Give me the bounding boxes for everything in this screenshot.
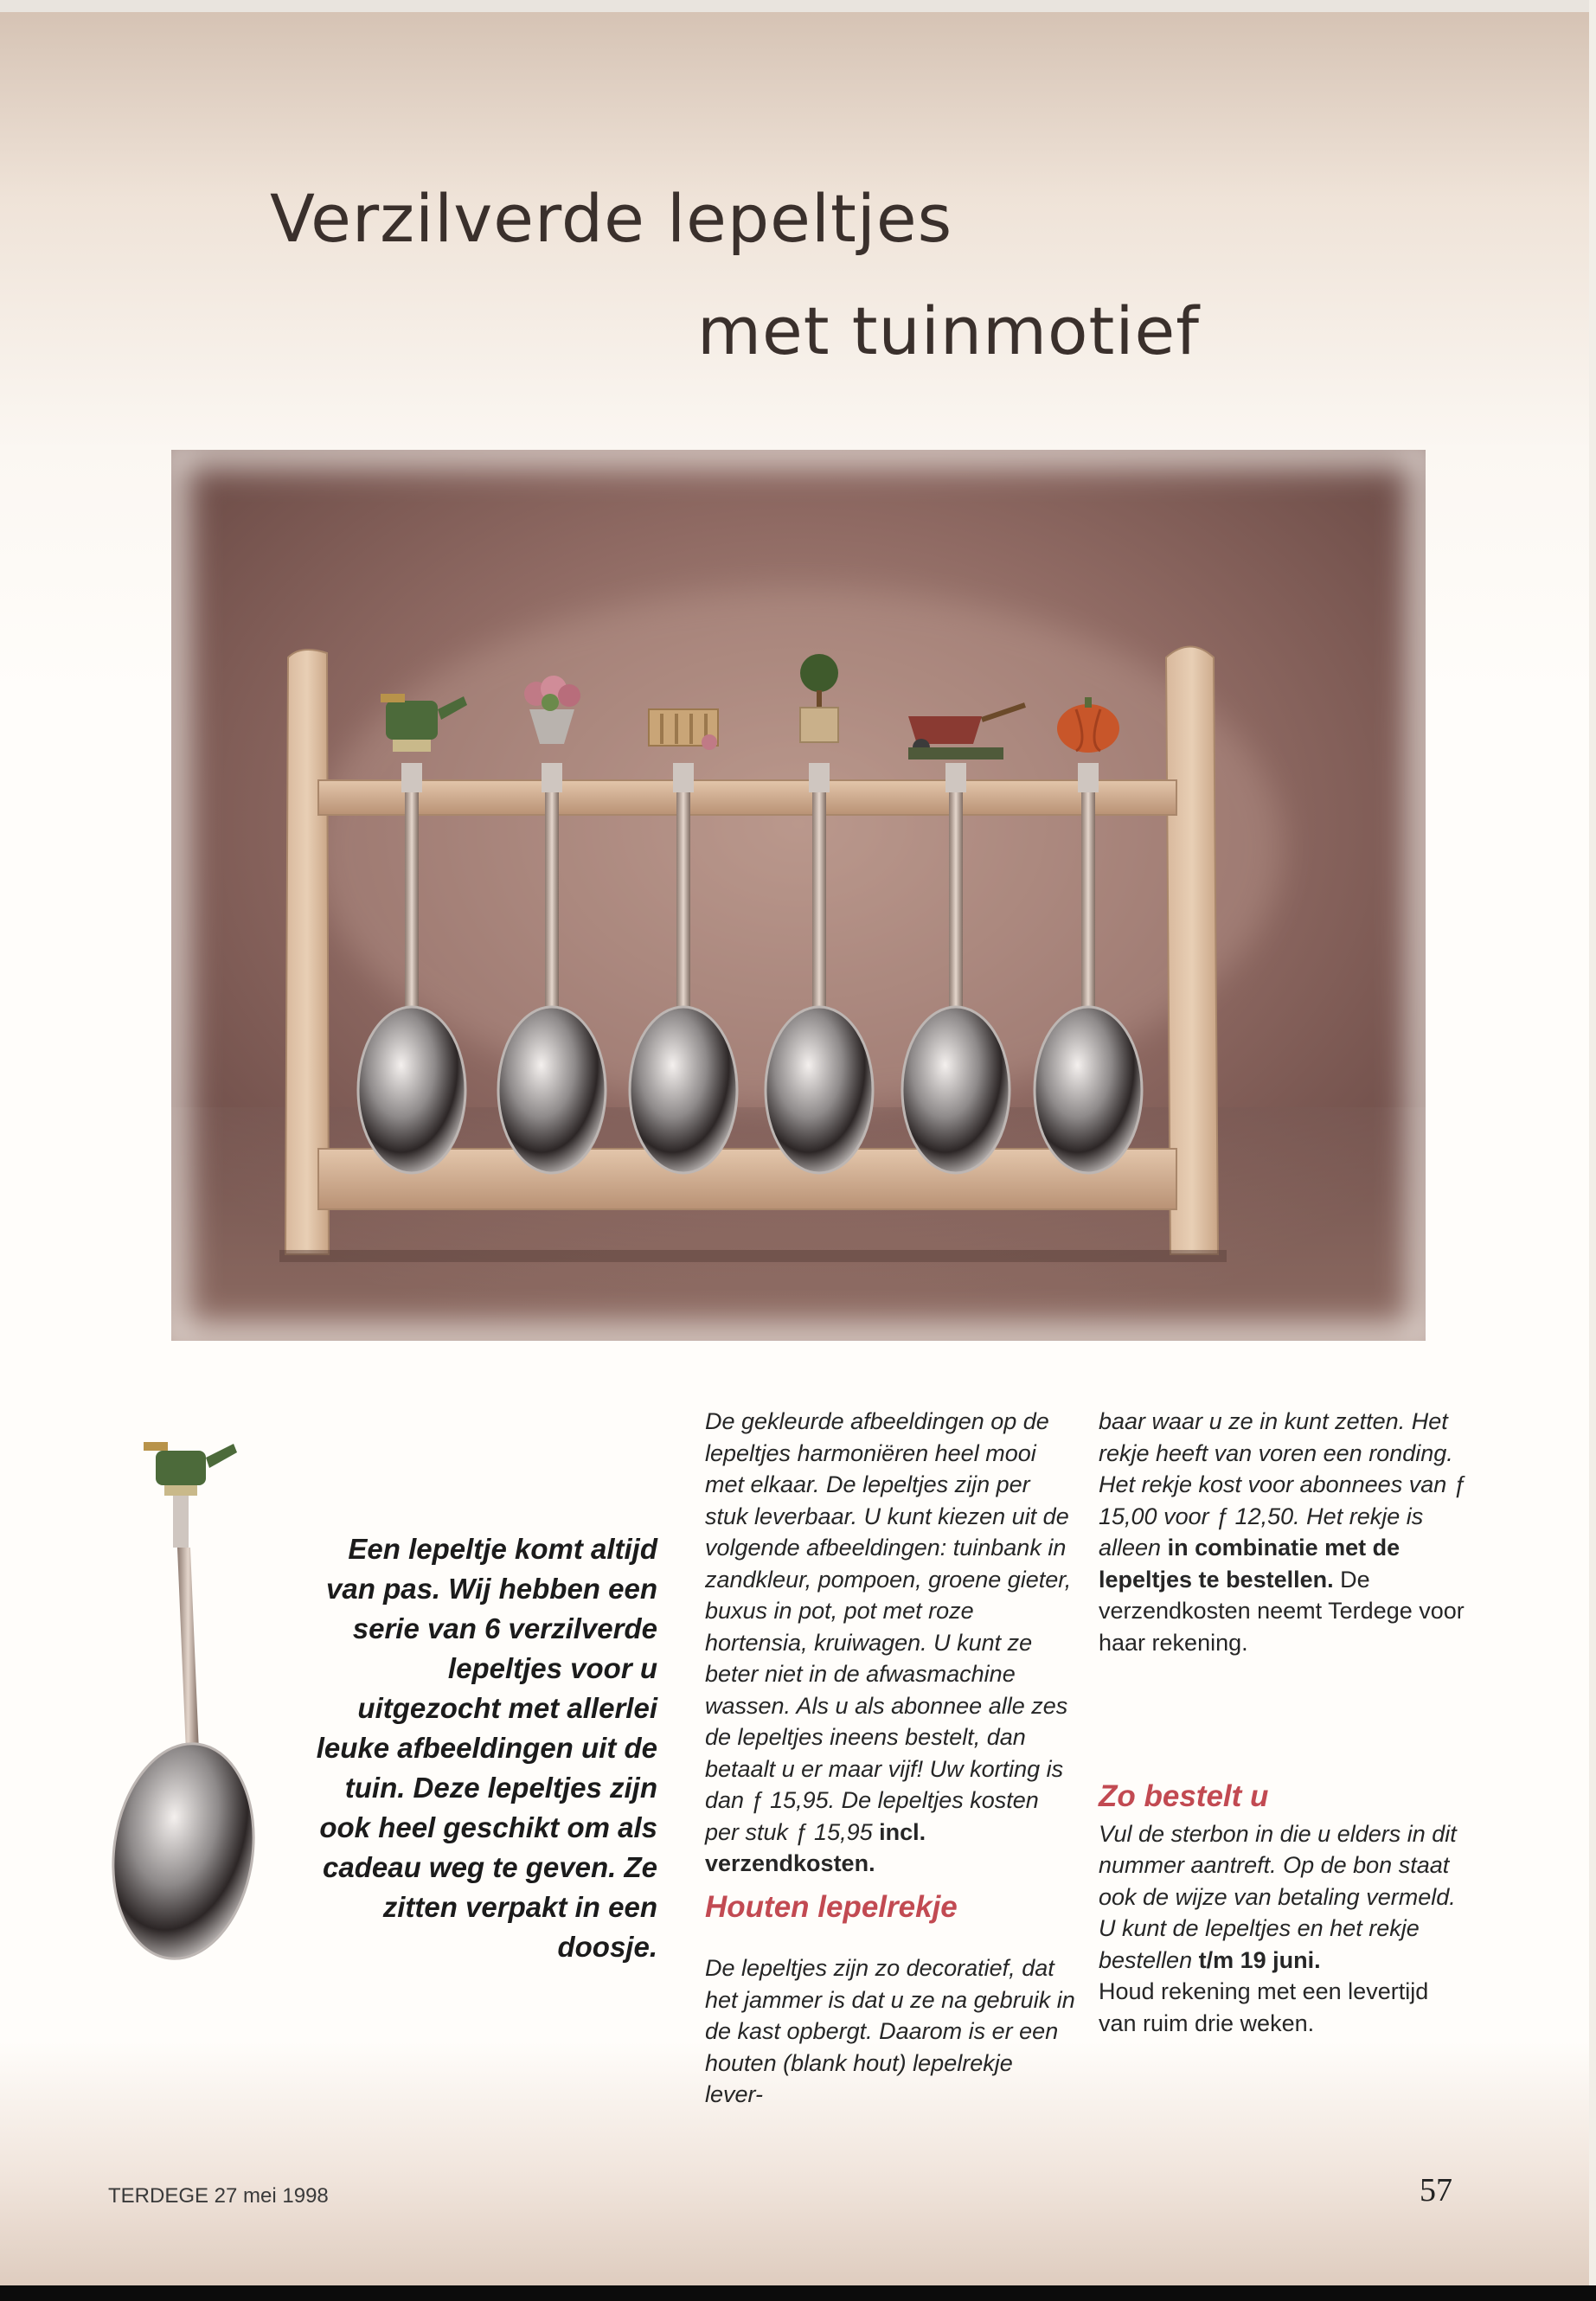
title-line-1: Verzilverde lepeltjes [270, 180, 953, 257]
paragraph-delivery: Houd rekening met een levertijd van ruim drie weken. [1099, 1978, 1429, 2036]
footer-magazine: TERDEGE 27 mei 1998 [108, 2184, 329, 2208]
paragraph-order [1099, 1818, 1471, 1977]
paragraph-description-text: De gekleurde afbeeldingen op de lepeltjes harmoniëren heel mooi met elkaar. De lepeltjes zijn per stuk leverbaar. U kunt kiezen uit de volgende afbeeldingen: tuinbank in zandkleur, pompoen, groene gieter, buxus in pot, pot met roze hortensia, kruiwagen. U kunt ze beter niet in de afwasmachine wassen. Als u als abonnee alle zes de lepeltjes ineens bestelt, dan betaalt u er maar vijf! Uw korting is dan ƒ 15,95. De lepeltjes kosten per stuk ƒ 15,95 [705, 1408, 1072, 1845]
article-column-2 [705, 1406, 1077, 2111]
scan-edge-top [0, 0, 1596, 12]
order-deadline: t/m 19 juni. [1198, 1946, 1321, 1973]
heading-zo-bestelt-u: Zo bestelt u [1099, 1779, 1269, 1813]
title-line-2: met tuinmotief [697, 292, 1200, 369]
rekje-price-text: baar waar u ze in kunt zetten. Het rekje heeft van voren een ronding. Het rekje kost voor abonnees van ƒ 15,00 voor ƒ 12,50. Het rekje is alleen [1099, 1408, 1466, 1561]
price-note: incl. verzendkosten. [705, 1818, 926, 1876]
scan-edge-right [1589, 0, 1596, 2301]
paragraph-rekje: De lepeltjes zijn zo decoratief, dat het jammer is dat u ze na gebruik in de kast opbergt. Daarom is er een houten (blank hout) lepelrekje lever- [705, 1955, 1075, 2107]
shipping-note: De verzendkosten neemt Terdege voor haar rekening. [1099, 1566, 1465, 1656]
order-text: Vul de sterbon in die u elders in dit nummer aantreft. Op de bon staat ook de wijze van betaling vermeld. U kunt de lepeltjes en het rekje bestellen [1099, 1820, 1457, 1973]
spoon-rack-photo [171, 450, 1426, 1341]
page-number: 57 [1420, 2172, 1452, 2208]
single-spoon-photo [104, 1432, 277, 1968]
paragraph-description [705, 1406, 1077, 1880]
scan-edge-bottom [0, 2285, 1596, 2301]
article-column-3 [1099, 1406, 1471, 2039]
heading-houten-lepelrekje: Houten lepelrekje [705, 1889, 958, 1924]
intro-text: Een lepeltje komt altijd van pas. Wij hebben een serie van 6 verzilverde lepeltjes voor u uitgezocht met allerlei leuke afbeeldingen uit de tuin. Deze lepeltjes zijn ook heel geschikt om als cadeau weg te geven. Ze zitten verpakt in een doosje. [316, 1533, 657, 1963]
paragraph-rekje-continued [1099, 1406, 1471, 1658]
combination-note: in combinatie met de lepeltjes te bestellen. [1099, 1535, 1401, 1593]
